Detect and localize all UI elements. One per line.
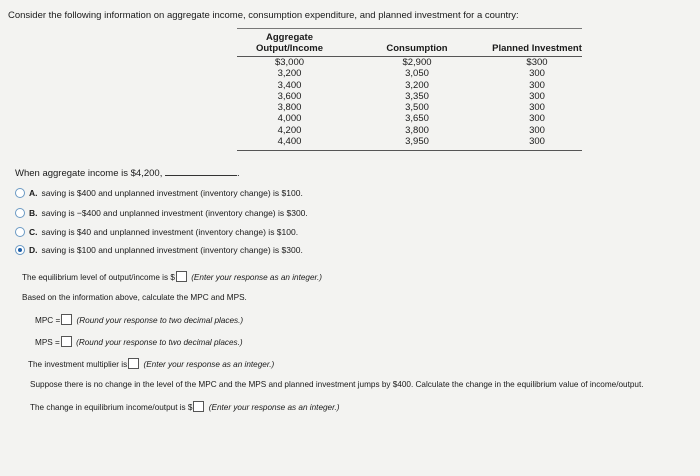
multiplier-hint: (Enter your response as an integer.) xyxy=(143,360,275,369)
option-letter: D. xyxy=(29,245,38,255)
cell-investment: $300 xyxy=(526,57,548,68)
radio-button[interactable] xyxy=(15,208,25,218)
mpc-question xyxy=(35,314,243,325)
suppose-text: Suppose there is no change in the level of the MPC and the MPS and planned investment jumps by $400. Calculate the change in the equilibrium value of income/output. xyxy=(30,380,644,389)
mps-question xyxy=(35,336,243,347)
equilibrium-question xyxy=(22,271,322,282)
cell-consumption: 3,650 xyxy=(405,113,429,125)
cell-consumption: 3,050 xyxy=(405,68,429,80)
option-text: saving is −$400 and unplanned investment (inventory change) is $300. xyxy=(41,208,308,218)
header-planned-investment: Planned Investment xyxy=(492,43,582,54)
option-text: saving is $40 and unplanned investment (inventory change) is $100. xyxy=(41,227,299,237)
option-text: saving is $400 and unplanned investment (inventory change) is $100. xyxy=(41,188,303,198)
equilibrium-input[interactable] xyxy=(176,271,187,282)
table-row xyxy=(237,91,582,102)
equilibrium-hint: (Enter your response as an integer.) xyxy=(191,273,322,282)
cell-investment: 300 xyxy=(529,90,545,102)
question-stem xyxy=(15,166,240,179)
radio-button-selected[interactable] xyxy=(15,245,25,255)
option-b[interactable] xyxy=(15,208,308,218)
cell-consumption: 3,500 xyxy=(405,102,429,114)
option-text: saving is $100 and unplanned investment (inventory change) is $300. xyxy=(41,245,303,255)
cell-output: 4,000 xyxy=(277,113,302,125)
option-c[interactable] xyxy=(15,227,298,237)
header-consumption: Consumption xyxy=(386,43,448,54)
cell-consumption: 3,200 xyxy=(405,79,429,91)
option-letter: C. xyxy=(29,227,38,237)
mpc-intro: Based on the information above, calculate the MPC and MPS. xyxy=(22,293,247,302)
data-table xyxy=(237,28,582,151)
radio-button[interactable] xyxy=(15,188,25,198)
equilibrium-prefix: The equilibrium level of output/income is $ xyxy=(22,273,175,282)
multiplier-prefix: The investment multiplier is xyxy=(28,360,128,369)
cell-output: 3,400 xyxy=(277,79,302,91)
option-a[interactable] xyxy=(15,188,303,198)
table-row xyxy=(237,102,582,113)
change-input[interactable] xyxy=(193,401,204,412)
cell-output: $3,000 xyxy=(274,57,305,68)
cell-investment: 300 xyxy=(529,136,545,148)
multiplier-question xyxy=(28,358,274,369)
mpc-hint: (Round your response to two decimal places.) xyxy=(76,316,244,325)
cell-consumption: 3,950 xyxy=(405,136,429,148)
header-aggregate-output: Aggregate Output/Income xyxy=(255,32,324,54)
cell-output: 4,400 xyxy=(277,136,302,148)
table-row xyxy=(237,136,582,151)
change-prefix: The change in equilibrium income/output is $ xyxy=(30,403,193,412)
question-stem-end: . xyxy=(236,168,240,179)
cell-output: 3,600 xyxy=(277,90,302,102)
change-hint: (Enter your response as an integer.) xyxy=(208,403,340,412)
cell-output: 4,200 xyxy=(277,124,302,136)
option-d[interactable] xyxy=(15,245,303,255)
change-question xyxy=(30,401,340,412)
intro-text: Consider the following information on aggregate income, consumption expenditure, and planned investment for a country: xyxy=(8,10,519,21)
cell-output: 3,800 xyxy=(277,102,302,114)
mps-prefix: MPS = xyxy=(35,338,60,347)
cell-investment: 300 xyxy=(529,68,545,80)
mps-input[interactable] xyxy=(61,336,72,347)
table-row xyxy=(237,113,582,124)
answer-blank xyxy=(165,166,237,176)
option-letter: A. xyxy=(29,188,38,198)
mpc-prefix: MPC = xyxy=(35,316,61,325)
cell-consumption: $2,900 xyxy=(402,57,432,68)
radio-button[interactable] xyxy=(15,227,25,237)
mps-hint: (Round your response to two decimal places.) xyxy=(76,338,243,347)
cell-consumption: 3,350 xyxy=(405,90,429,102)
table-row xyxy=(237,80,582,91)
table-row xyxy=(237,57,582,69)
mpc-input[interactable] xyxy=(61,314,72,325)
option-letter: B. xyxy=(29,208,38,218)
table-row xyxy=(237,68,582,79)
cell-investment: 300 xyxy=(529,113,545,125)
cell-investment: 300 xyxy=(529,79,545,91)
cell-consumption: 3,800 xyxy=(405,124,429,136)
cell-output: 3,200 xyxy=(277,68,302,80)
table-row xyxy=(237,125,582,136)
multiplier-input[interactable] xyxy=(128,358,139,369)
table-header-row xyxy=(237,28,582,57)
question-stem-text: When aggregate income is $4,200, xyxy=(15,168,163,179)
cell-investment: 300 xyxy=(529,124,545,136)
cell-investment: 300 xyxy=(529,102,545,114)
